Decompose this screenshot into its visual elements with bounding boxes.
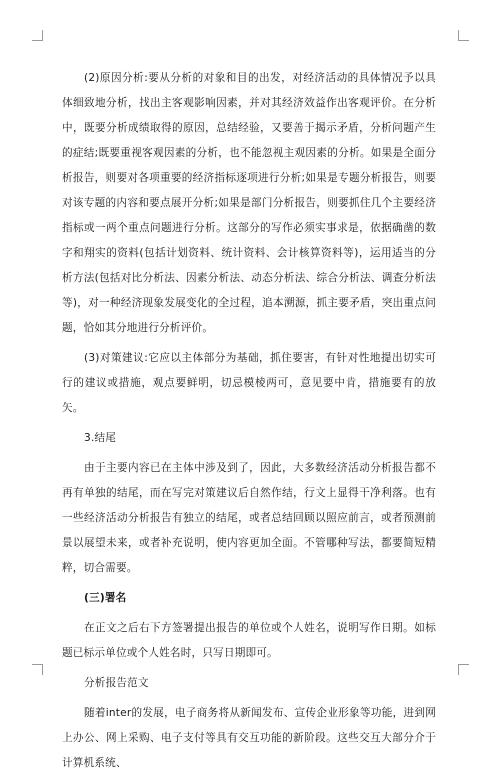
paragraph-sample: 随着inter的发展，电子商务将从新闻发布、宣传企业形象等功能，进到网上办公、网上采购、电子支付等具有交互功能的新阶段。这些交互大部分介于计算机系统、 (62, 707, 436, 769)
crop-mark-bottom-left (32, 664, 43, 675)
paragraph-signature: 在正文之后右下方签署提出报告的单位或个人姓名，说明写作日期。如标题已标示单位或个人姓名时，只写日期即可。 (62, 622, 436, 659)
crop-mark-top-right (458, 30, 469, 41)
paragraph-ending: 由于主要内容已在主体中涉及到了，因此，大多数经济活动分析报告都不再有单独的结尾，而在写完对策建议后自然作结，行文上显得干净利落。也有一些经济活动分析报告有独立的结尾，或者总结回顾以照应前言，或者预测前景以展望未来，或者补充说明，使内容更加全面。不管哪种写法，都要简短精粹，切合需要。 (62, 462, 436, 574)
heading-ending: 3.结尾 (84, 432, 117, 444)
paragraph-suggestions: (3)对策建议:它应以主体部分为基础，抓住要害，有针对性地提出切实可行的建议或措施，观点要鲜明，切忌模棱两可，意见要中肯，措施要有的放矢。 (62, 352, 436, 414)
crop-mark-top-left (32, 30, 43, 41)
heading-sample: 分析报告范文 (84, 677, 149, 689)
document-body (62, 66, 436, 781)
heading-signature: (三)署名 (84, 592, 127, 604)
paragraph-cause-analysis: (2)原因分析:要从分析的对象和目的出发，对经济活动的具体情况予以具体细致地分析，找出主客观影响因素，并对其经济效益作出客观评价。在分析中，既要分析成绩取得的原因，总结经验，又要善于揭示矛盾，分析问题产生的症结;既要重视客观因素的分析，也不能忽视主观因素的分析。如果是全面分析报告，则要对各项重要的经济指标逐项进行分析;如果是专题分析报告，则要对该专题的内容和要点展开分析;如果是部门分析报告，则要抓住几个主要经济指标或一两个重点问题进行分析。这部分的写作必须实事求是，依据确凿的数字和翔实的资料(包括计划资料、统计资料、会计核算资料等)，运用适当的分析方法(包括对比分析法、因素分析法、动态分析法、综合分析法、调查分析法等)，对一种经济现象发展变化的全过程，追本溯源，抓主要矛盾，突出重点问题，恰如其分地进行分析评价。 (62, 72, 436, 334)
crop-mark-bottom-right (458, 664, 469, 675)
